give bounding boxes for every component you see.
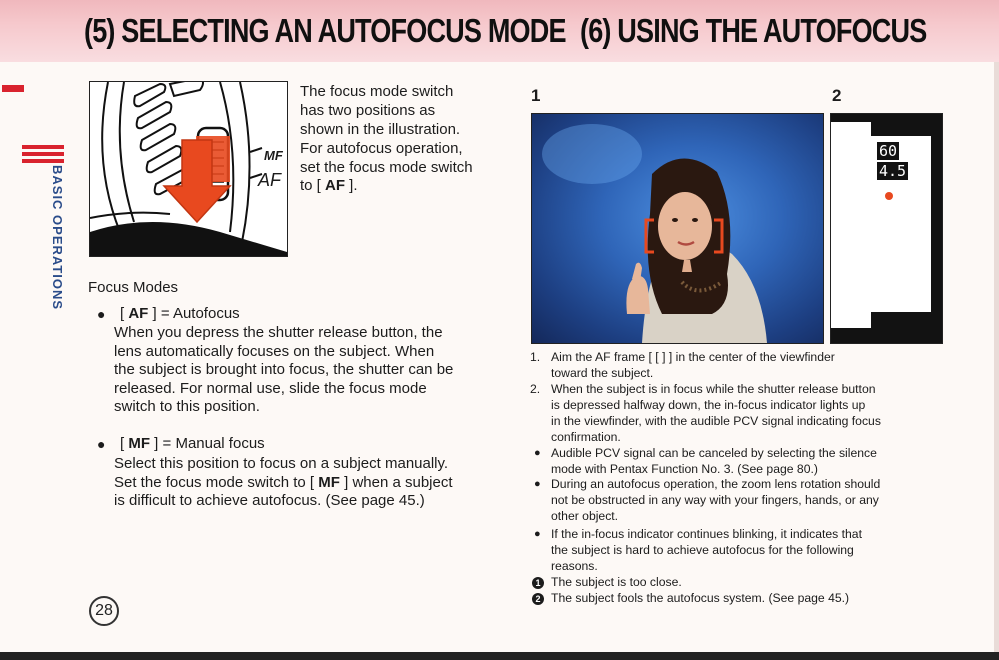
af-item-heading: [ AF ] = Autofocus — [120, 305, 240, 322]
step-2-line-1: When the subject is in focus while the shutter release button — [551, 382, 876, 396]
reason-2-marker: 2 — [532, 593, 544, 605]
viewfinder-photo — [531, 113, 824, 344]
note-1-line-1: Audible PCV signal can be canceled by selecting the silence — [551, 446, 877, 460]
shutter-speed-readout: 60 — [879, 142, 898, 160]
viewfinder-display — [830, 113, 943, 344]
section-tab-label: BASIC OPERATIONS — [50, 165, 65, 311]
lens-barrel-drawing — [90, 82, 287, 256]
mf-switch-label: MF — [264, 148, 283, 163]
header-band — [0, 0, 999, 62]
portrait-subject — [532, 114, 823, 343]
intro-line-2: has two positions as — [300, 102, 436, 119]
note-3-line-3: reasons. — [551, 559, 598, 573]
note-2-line-1: During an autofocus operation, the zoom lens rotation should — [551, 477, 881, 491]
af-line-3: the subject is brought into focus, the shutter can be — [114, 361, 454, 378]
step-1-line-2: toward the subject. — [551, 366, 654, 380]
mf-line-2: Set the focus mode switch to [ MF ] when a subject — [114, 474, 453, 491]
note-3-line-2: the subject is hard to achieve autofocus for the following — [551, 543, 854, 557]
in-focus-indicator-icon — [885, 192, 893, 200]
step-2-line-3: in the viewfinder, with the audible PCV signal indicating focus — [551, 414, 881, 428]
af-line-1: When you depress the shutter release button, the — [114, 324, 443, 341]
note-bullet: ● — [534, 447, 541, 459]
step-1-line-1: Aim the AF frame [ [ ] ] in the center of the viewfinder — [551, 350, 835, 364]
side-tab-bars — [22, 145, 64, 166]
intro-line-6: to [ AF ]. — [300, 177, 358, 194]
mf-line-1: Select this position to focus on a subject manually. — [114, 455, 449, 472]
figure-1-label: 1 — [531, 86, 541, 105]
note-bullet: ● — [534, 528, 541, 540]
bullet-dot: ● — [97, 436, 106, 452]
aperture-readout: 4.5 — [879, 162, 907, 180]
note-bullet: ● — [534, 478, 541, 490]
right-section-title: (6) USING THE AUTOFOCUS — [580, 12, 927, 49]
intro-line-1: The focus mode switch — [300, 83, 454, 100]
mf-line-3: is difficult to achieve autofocus. (See page 45.) — [114, 492, 425, 509]
figure-2-label: 2 — [832, 86, 842, 105]
note-1-line-2: mode with Pentax Function No. 3. (See page 80.) — [551, 462, 818, 476]
intro-line-5: set the focus mode switch — [300, 159, 473, 176]
focus-modes-heading: Focus Modes — [88, 279, 179, 296]
af-line-5: switch to this position. — [114, 398, 260, 415]
page-edge-shadow — [994, 62, 999, 652]
step-2-line-2: is depressed halfway down, the in-focus indicator lights up — [551, 398, 866, 412]
reason-2-text: The subject fools the autofocus system. (See page 45.) — [551, 591, 850, 605]
note-3-line-1: If the in-focus indicator continues blinking, it indicates that — [551, 527, 862, 541]
step-1-number: 1. — [530, 350, 541, 364]
step-2-line-4: confirmation. — [551, 430, 621, 444]
reason-1-text: The subject is too close. — [551, 575, 682, 589]
side-tab-mark — [2, 85, 24, 92]
page-bottom-edge — [0, 652, 999, 660]
af-line-2: lens automatically focuses on the subject. When — [114, 343, 435, 360]
intro-line-4: For autofocus operation, — [300, 140, 463, 157]
page-number: 28 — [89, 596, 119, 626]
intro-line-3: shown in the illustration. — [300, 121, 461, 138]
note-2-line-2: not be obstructed in any way with your fingers, hands, or any — [551, 493, 879, 507]
af-switch-label: AF — [258, 170, 282, 190]
focus-switch-illustration — [89, 81, 288, 257]
af-line-4: released. For normal use, slide the focus mode — [114, 380, 427, 397]
mf-item-heading: [ MF ] = Manual focus — [120, 435, 265, 452]
left-section-title: (5) SELECTING AN AUTOFOCUS MODE — [84, 12, 566, 49]
bullet-dot: ● — [97, 306, 106, 322]
note-2-line-3: other object. — [551, 509, 619, 523]
step-2-number: 2. — [530, 382, 541, 396]
reason-1-marker: 1 — [532, 577, 544, 589]
